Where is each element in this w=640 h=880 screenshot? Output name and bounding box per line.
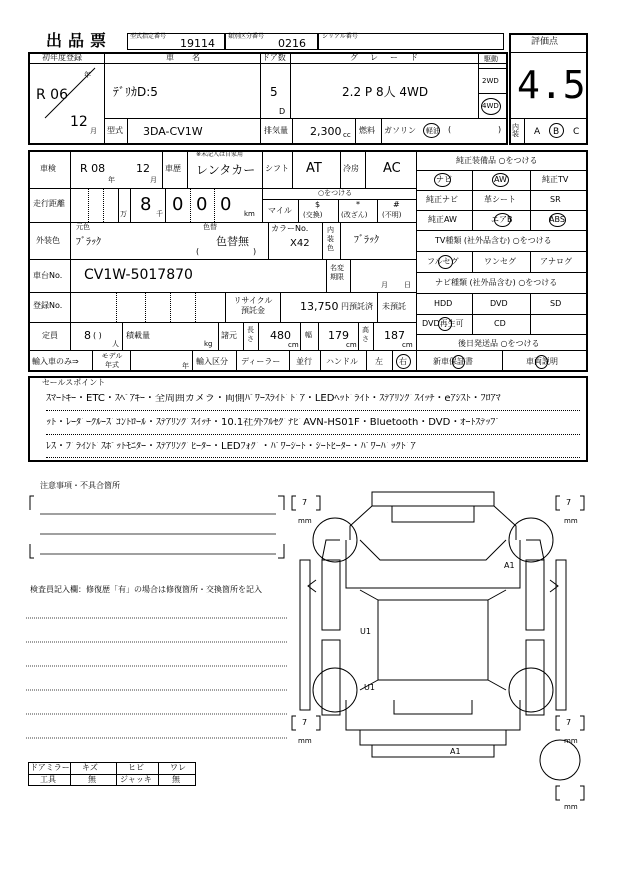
name-change-day: 日 [404, 281, 411, 289]
tire-fr-value: 7 [566, 498, 572, 507]
handle-label: ハンドル [326, 357, 358, 366]
tire-rl-value: 7 [302, 718, 308, 727]
load-unit: kg [204, 340, 213, 348]
name-change-month: 月 [381, 281, 388, 289]
model-year-unit: 年 [182, 362, 189, 370]
tv-analog: アナログ [540, 257, 572, 266]
tire-fl-mm: mm [298, 517, 312, 525]
mileage-digit-3: 0 [196, 194, 208, 215]
capacity-value: 8 [84, 329, 91, 342]
mileage-unknown: (不明) [382, 211, 402, 219]
opt-airbag: エアB [491, 215, 513, 224]
opt-sr: SR [550, 195, 561, 204]
recycle-unit: 円預託済 [341, 302, 373, 311]
tire-fr-mm: mm [564, 517, 578, 525]
navi-hdd: HDD [434, 299, 453, 308]
genuine-label: 純正装備品 ○をつける [456, 156, 538, 165]
recycle-label: リサイクル預託金 [233, 296, 273, 315]
class-no: 0216 [278, 37, 306, 50]
shaken-year: R 08 [80, 162, 106, 175]
repaint-paren-open: ( [196, 247, 200, 256]
fuel-label: 燃料 [359, 126, 375, 135]
original-color-label: 元色 [76, 223, 90, 231]
opt-genuine-navi: 純正ナビ [426, 195, 458, 204]
mileage-exchange: (交換) [303, 211, 323, 219]
opt-navi: ナビ [436, 175, 452, 184]
width-label: 幅 [305, 331, 312, 339]
tv-oneseg: ワンセグ [484, 257, 516, 266]
door-type: D [279, 107, 286, 116]
length-unit: cm [288, 341, 299, 349]
grade-value: 2.2 P 8人 4WD [342, 85, 429, 99]
tools-value-tool-none: 無 [88, 775, 96, 784]
ac-value: AC [383, 161, 401, 176]
opt-genuine-aw: 純正AW [428, 215, 457, 224]
import-dealer: ディーラー [241, 357, 281, 366]
tools-value-jack-none: 無 [172, 775, 180, 784]
interior-b: B [553, 127, 560, 137]
caution-label: 注意事項・不具合箇所 [40, 481, 120, 490]
navi-label: ナビ種類 (社外品含む) ○をつける [435, 278, 558, 287]
interior-color-label: 内装色 [327, 226, 334, 252]
color-no-label: カラーNo. [271, 224, 309, 233]
interior-a: A [534, 127, 541, 137]
doors-label: ドア数 [262, 53, 286, 62]
repaint-label: 色替 [203, 223, 217, 231]
chassis-label: 車台No. [33, 271, 63, 280]
mileage-mile: マイル [268, 206, 292, 215]
import-parallel: 並行 [296, 357, 312, 366]
import-label: 輸入車のみ⇒ [32, 357, 79, 366]
dim-label: 諸元 [221, 331, 237, 340]
opt-abs: ABS [549, 215, 565, 224]
usage-value: レンタカー [196, 163, 256, 177]
interior-c: C [573, 127, 580, 137]
capacity-label: 定員 [42, 331, 58, 340]
tire-rr-value: 7 [566, 718, 572, 727]
tools-header-scratch: キズ [82, 763, 98, 772]
length-label: 長さ [247, 326, 254, 343]
tv-label: TV種類 (社外品含む) ○をつける [435, 236, 552, 245]
navi-cd: CD [494, 319, 506, 328]
shift-label: シフト [265, 164, 289, 173]
mileage-mark-note: ○をつける [318, 189, 353, 197]
model-cert-label: 型式指定番号 [130, 33, 167, 40]
mileage-digit-4: 0 [220, 194, 232, 215]
spare-mm: mm [564, 803, 578, 811]
mileage-tamper-sym: * [356, 200, 360, 209]
damage-mark-a1-bumper: A1 [450, 747, 461, 756]
tools-header-mirror: ドアミラー [30, 763, 70, 772]
tools-header-break: ワレ [170, 763, 186, 772]
registration-label: 登録No. [33, 301, 63, 310]
height-value: 187 [384, 329, 405, 342]
height-unit: cm [402, 341, 413, 349]
model-label: 型式 [107, 126, 123, 135]
navi-sd: SD [550, 299, 562, 308]
sales-point-label: セールスポイント [42, 378, 106, 387]
later-manual: 車両説明 [526, 357, 558, 366]
opt-leather: 革シート [484, 195, 516, 204]
name-change-label: 名変期限 [330, 264, 344, 281]
mileage-label: 走行距離 [33, 199, 65, 208]
displacement-unit: cc [343, 131, 351, 139]
grade-label: グレード [350, 53, 430, 62]
original-color: ﾌﾞﾗｯｸ [76, 237, 101, 248]
mileage-man-unit: 万 [120, 210, 127, 218]
first-reg-year: R 06 [36, 87, 68, 103]
damage-mark-u1-rear: U1 [364, 683, 375, 692]
fuel-diesel: 軽油 [426, 127, 440, 135]
capacity-paren: ( ) [93, 331, 102, 340]
sales-line-2: ｯﾄ・ﾚｰﾀﾞｰｸﾙｰｽﾞｺﾝﾄﾛｰﾙ・ｽﾃｱﾘﾝｸﾞｽｲｯﾁ・10.1社外ﾌﾙｾｸﾞﾅﾋﾞAVN-HS01F・Bluetooth・DVD・ｵｰﾄｽﾃｯﾌﾟ [46, 418, 501, 428]
tire-fl-value: 7 [302, 498, 308, 507]
first-reg-label: 初年度登録 [42, 53, 82, 62]
tools-value-jack: ジャッキ [120, 775, 152, 784]
load-label: 積載量 [126, 331, 150, 340]
drive-4wd: 4WD [482, 102, 499, 110]
tire-rl-mm: mm [298, 737, 312, 745]
first-reg-month-unit: 月 [90, 127, 97, 135]
mileage-tamper: (改ざん) [341, 211, 368, 219]
capacity-unit: 人 [112, 340, 119, 348]
length-value: 480 [270, 329, 291, 342]
doors-value: 5 [270, 85, 278, 99]
tools-value-tool: 工具 [40, 775, 56, 784]
mileage-digit-1: 8 [140, 194, 152, 215]
rating-label: 評価点 [531, 37, 559, 47]
inspector-label: 検査員記入欄：修復歴「有」の場合は修復箇所・交換箇所を記入 [30, 585, 262, 594]
mileage-sen-unit: 千 [156, 210, 163, 218]
import-type-label: 輸入区分 [196, 357, 228, 366]
shift-value: AT [306, 161, 322, 176]
later-label: 後日発送品 ○をつける [458, 339, 540, 348]
car-name-label: 車名 [166, 53, 218, 62]
model-year-label: モデル年式 [101, 352, 123, 369]
damage-mark-u1-roof: U1 [360, 627, 371, 636]
usage-label: 車歴 [165, 164, 181, 173]
mileage-digit-2: 0 [172, 194, 184, 215]
first-reg-month: 12 [70, 114, 88, 130]
ac-label: 冷房 [343, 164, 359, 173]
shaken-month: 12 [136, 162, 150, 175]
model-value: 3DA-CV1W [143, 125, 203, 138]
handle-right: 右 [399, 357, 407, 366]
interior-color: ﾌﾞﾗｯｸ [354, 235, 379, 246]
chassis-value: CV1W-5017870 [84, 267, 193, 283]
shaken-label: 車検 [40, 164, 56, 173]
displacement-label: 排気量 [264, 126, 288, 135]
width-value: 179 [328, 329, 349, 342]
damage-mark-a1-front: A1 [504, 561, 515, 570]
car-name: ﾃﾞﾘｶD:5 [113, 85, 158, 99]
height-label: 高さ [362, 326, 369, 343]
not-deposited: 未預託 [382, 302, 406, 311]
recycle-value: 13,750 [300, 300, 339, 313]
shaken-year-unit: 年 [108, 176, 115, 184]
width-unit: cm [346, 341, 357, 349]
tire-rr-mm: mm [564, 737, 578, 745]
class-label: 類別区分番号 [228, 33, 265, 40]
later-warranty: 新車保証書 [433, 357, 473, 366]
repaint-paren-close: ) [253, 247, 257, 256]
first-reg-year-unit: 年 [84, 71, 91, 79]
sales-line-1: ｽﾏｰﾄｷｰ・ETC・ｽﾍﾟｱｷｰ・全周囲カメラ・両側ﾊﾟﾜｰｽﾗｲﾄﾞﾄﾞｱ・LEDﾍｯﾄﾞﾗｲﾄ・ｽﾃｱﾘﾝｸﾞｽｲｯﾁ・eｱｼｽﾄ・ﾌﾛｱﾏ [46, 394, 501, 404]
fuel-gas: ガソリン [384, 126, 416, 135]
navi-dvd: DVD [490, 299, 508, 308]
tools-header-crack: ヒビ [128, 763, 144, 772]
handle-left: 左 [375, 357, 383, 366]
mileage-km-unit: km [244, 210, 255, 218]
fuel-paren: ( [448, 125, 452, 134]
displacement-value: 2,300 [310, 125, 342, 138]
mileage-exchange-sym: $ [315, 200, 321, 209]
sales-line-3: ﾚｽ・ﾌﾞﾗｲﾝﾄﾞｽﾎﾟｯﾄﾓﾆﾀｰ・ｽﾃｱﾘﾝｸﾞﾋｰﾀｰ・LEDﾌｫｸﾞ・ﾊﾟﾜｰｼｰﾄ・ｼｰﾄﾋｰﾀｰ・ﾊﾟﾜｰﾊﾞｯｸﾄﾞｱ [46, 442, 416, 452]
model-cert-no: 19114 [180, 37, 215, 50]
mileage-unknown-sym: # [393, 200, 400, 209]
fuel-paren-close: ) [498, 125, 502, 134]
color-no: X42 [290, 238, 310, 249]
opt-genuine-tv: 純正TV [542, 175, 569, 184]
serial-label: シリアル番号 [322, 33, 358, 40]
exterior-label: 外装色 [36, 236, 60, 245]
tv-fullseg: フルセグ [427, 257, 459, 266]
navi-dvd-play: DVD再生可 [422, 319, 464, 328]
shaken-month-unit: 月 [150, 176, 157, 184]
repaint-value: 色替無 [216, 235, 249, 248]
drive-2wd: 2WD [482, 77, 499, 85]
usage-note: ※未記入は自家用 [196, 151, 244, 158]
interior-label: 内装 [512, 123, 519, 138]
opt-aw: AW [494, 175, 507, 184]
rating-value: 4.5 [517, 63, 586, 107]
drive-label: 駆動 [484, 55, 498, 63]
page-title: 出品票 [46, 31, 113, 50]
